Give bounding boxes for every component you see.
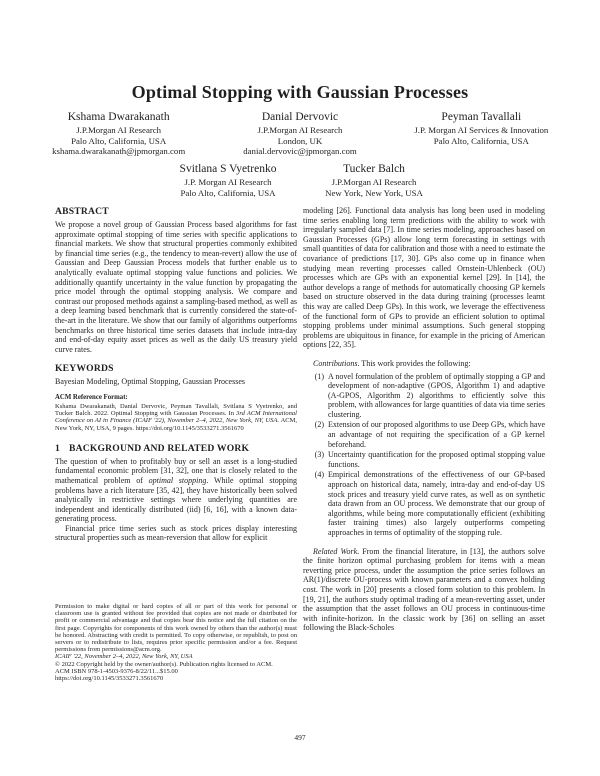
acm-reference-text bbox=[55, 403, 297, 432]
right-column-paragraph-1: modeling [26]. Functional data analysis has long been used in modeling time series enabling long term predictions with the ability to work with irregularly sampled data [7]. In time series modeling, approaches based on Gaussian Processes (GPs) allow long term forecasting in settings with small quantities of data for calibration and those with a need to estimate the covariance of predictions [17, 30]. GPs also come up in finance when studying mean reverting processes called Ornstein-Uhlenbeck (OU) processes which are GPs with an exponential kernel [29]. In [14], the author develops a range of methods for automatically choosing GP kernels based on structure observed in the data during training (processes learnt this way are called Deep GPs). In this work, we leverage the effectiveness of the functional form of GPs to provide an efficient solution to optimal stopping problems under minimal assumptions. Such general stopping problems are ubiquitous in finance, for example in the pricing of American options [22, 35]. bbox=[303, 206, 545, 350]
footnote-doi: https://doi.org/10.1145/3533271.3561670 bbox=[55, 675, 164, 683]
contribution-item-1 bbox=[309, 372, 545, 420]
contributions-rest: . This work provides the following: bbox=[357, 358, 471, 368]
section-1-paragraph-1 bbox=[55, 457, 297, 524]
item-number: (4) bbox=[314, 470, 324, 480]
related-work-paragraph bbox=[303, 547, 545, 633]
acm-reference-heading: ACM Reference Format: bbox=[55, 393, 128, 401]
item-number: (1) bbox=[314, 371, 324, 381]
keywords-text: Bayesian Modeling, Optimal Stopping, Gaussian Processes bbox=[55, 377, 245, 387]
related-work-rest: . From the financial literature, in [13], the authors solve the finite horizon optimal purchasing problem for items with a mean reverting price process, under the assumption the price series follows an AR(1)/discrete OU-process with known parameters and a convex holding cost. The work in [20] presents a closed form solution to this problem. In [19, 21], the authors study optimal trading of a mean-reverting asset, under the assumption that the asset follows an OU process in continuous-time with infinite-horizon. In the classic work by [36] on selling an asset following the Black-Scholes bbox=[303, 546, 545, 633]
contributions-list bbox=[303, 372, 545, 538]
permission-statement: Permission to make digital or hard copies of all or part of this work for personal or classroom use is granted without fee provided that copies are not made or distributed for profit or commercial advantage and that copies bear this notice and the full citation on the first page. Copyrights for components of this work owned by others than the author(s) must be honored. Abstracting with credit is permitted. To copy otherwise, or republish, to post on servers or to redistribute to lists, requires prior specific permission and/or a fee. Request permissions from permissions@acm.org. bbox=[55, 603, 297, 654]
contribution-item-2 bbox=[309, 420, 545, 449]
item-number: (3) bbox=[314, 450, 324, 460]
author-email: danial.dervovic@jpmorgan.com bbox=[243, 146, 357, 157]
author-affiliation: J.P.Morgan AI Research bbox=[257, 125, 343, 135]
author-name: Tucker Balch bbox=[343, 163, 405, 175]
author-affiliation: J.P. Morgan AI Services & Innovation bbox=[414, 125, 549, 135]
author-name: Kshama Dwarakanath bbox=[67, 111, 170, 123]
contribution-item-3 bbox=[309, 450, 545, 469]
author-block-kshama bbox=[28, 111, 209, 157]
right-column bbox=[303, 206, 545, 633]
author-location: New York, New York, USA bbox=[325, 187, 423, 198]
optimal-stopping-term: optimal stopping bbox=[148, 475, 207, 485]
contribution-item-4 bbox=[309, 470, 545, 537]
item-text: Empirical demonstrations of the effectiveness of our GP-based approach on historical data, namely, intra-day and end-of-day US stock prices and treasury yield curve rates, as well as on synthetic data drawn from an OU process. We demonstrate that our group of algorithms, while being more computationally efficient (exhibiting faster training times) also largely outperforms competing approaches in terms of optimality of the stopping rule. bbox=[328, 470, 545, 537]
acm-reference-pages-doi: ACM, New York, NY, USA, 9 pages. https://doi.org/10.1145/3533271.3561670 bbox=[55, 417, 298, 432]
paragraph-text: The question of when to profitably buy or sell an asset is a long-studied fundamental economic problem [31, 32], one that is closely related to the mathematical problem of bbox=[55, 456, 297, 485]
paper-title: Optimal Stopping with Gaussian Processes bbox=[131, 82, 469, 102]
author-location: London, UK bbox=[277, 135, 323, 146]
keywords-heading: KEYWORDS bbox=[55, 363, 114, 375]
page-number: 497 bbox=[294, 733, 306, 742]
author-name: Peyman Tavallali bbox=[441, 111, 522, 123]
section-1-number: 1 bbox=[55, 442, 60, 454]
contributions-lead: Contributions bbox=[313, 358, 358, 368]
author-location: Palo Alto, California, USA bbox=[433, 135, 529, 146]
author-block-peyman bbox=[391, 111, 572, 157]
abstract-heading: ABSTRACT bbox=[55, 206, 109, 217]
acm-reference-authors: Kshama Dwarakanath, Danial Dervovic, Peyman Tavallali, Svitlana S Vyetrenko, and Tucker Balch. 2022. Optimal Stopping with Gaussian Processes. In bbox=[55, 402, 297, 418]
author-name: Danial Dervovic bbox=[261, 111, 339, 123]
copyright-footnote bbox=[55, 603, 297, 682]
related-work-lead: Related Work bbox=[313, 546, 358, 556]
author-affiliation: J.P. Morgan AI Research bbox=[184, 177, 272, 187]
item-text: Extension of our proposed algorithms to use Deep GPs, which have an advantage of not requiring the specification of a GP kernel beforehand. bbox=[328, 420, 545, 449]
section-1-title: BACKGROUND AND RELATED WORK bbox=[69, 442, 250, 454]
acm-reference-venue: 3rd ACM International Conference on AI in Finance (ICAIF '22), November 2–4, 2022, New York, NY, USA. bbox=[55, 410, 297, 425]
footnote-isbn: ACM ISBN 978-1-4503-9376-8/22/11...$15.00 bbox=[55, 667, 178, 675]
footnote-copyright: © 2022 Copyright held by the owner/author(s). Publication rights licensed to ACM. bbox=[55, 660, 273, 668]
contributions-paragraph bbox=[303, 359, 545, 369]
footnote-conference: ICAIF '22, November 2–4, 2022, New York, NY, USA bbox=[55, 653, 193, 661]
author-block-svitlana bbox=[155, 163, 301, 198]
author-block-tucker bbox=[301, 163, 447, 198]
section-1-paragraph-2: Financial price time series such as stock prices display interesting structural properties such as mean-reversion that allow for explicit bbox=[55, 523, 297, 543]
author-affiliation: J.P.Morgan AI Research bbox=[331, 177, 417, 187]
author-email: kshama.dwarakanath@jpmorgan.com bbox=[52, 146, 186, 157]
author-location: Palo Alto, California, USA bbox=[71, 135, 167, 146]
author-block-danial bbox=[209, 111, 390, 157]
author-location: Palo Alto, California, USA bbox=[180, 187, 276, 198]
author-affiliation: J.P.Morgan AI Research bbox=[76, 125, 162, 135]
paragraph-text: . While optimal stopping problems have a rich literature [35, 42], they have historically been solved analytically in restrictive settings where underlying quantities are independent and identically distributed (iid) [6, 16], with a known data-generating process. bbox=[55, 475, 297, 524]
item-number: (2) bbox=[314, 420, 324, 430]
authors-row-1 bbox=[28, 111, 572, 157]
author-name: Svitlana S Vyetrenko bbox=[179, 163, 277, 175]
authors-row-2 bbox=[155, 163, 447, 198]
left-column bbox=[55, 206, 297, 543]
item-text: A novel formulation of the problem of optimally stopping a GP and development of non-adaptive (GPOS, Algorithm 1) and adaptive (A-GPOS, Algorithm 2) algorithms to efficiently solve this problem, with allowances for large quantities of data via time series clustering. bbox=[328, 371, 545, 419]
item-text: Uncertainty quantification for the proposed optimal stopping value functions. bbox=[328, 450, 545, 469]
abstract-text: We propose a novel group of Gaussian Process based algorithms for fast approximate optimal stopping of time series with specific applications to financial markets. We show that structural properties commonly exhibited by financial time series (e.g., the tendency to mean-revert) allow the use of Gaussian and Deep Gaussian Process models that further enable us to analytically evaluate optimal stopping value functions and policies. We additionally quantify uncertainty in the value function by propagating the price model through the optimal stopping analysis. We compare and contrast our proposed methods against a sampling-based method, as well as a deep learning based benchmark that is currently considered the state-of-the-art in the literature. We show that our family of algorithms outperforms benchmarks on three historical time series datasets that include intra-day and end-of-day equity asset prices as well as the daily US treasury yield curve rates. bbox=[55, 220, 297, 354]
section-1-heading bbox=[55, 443, 297, 454]
